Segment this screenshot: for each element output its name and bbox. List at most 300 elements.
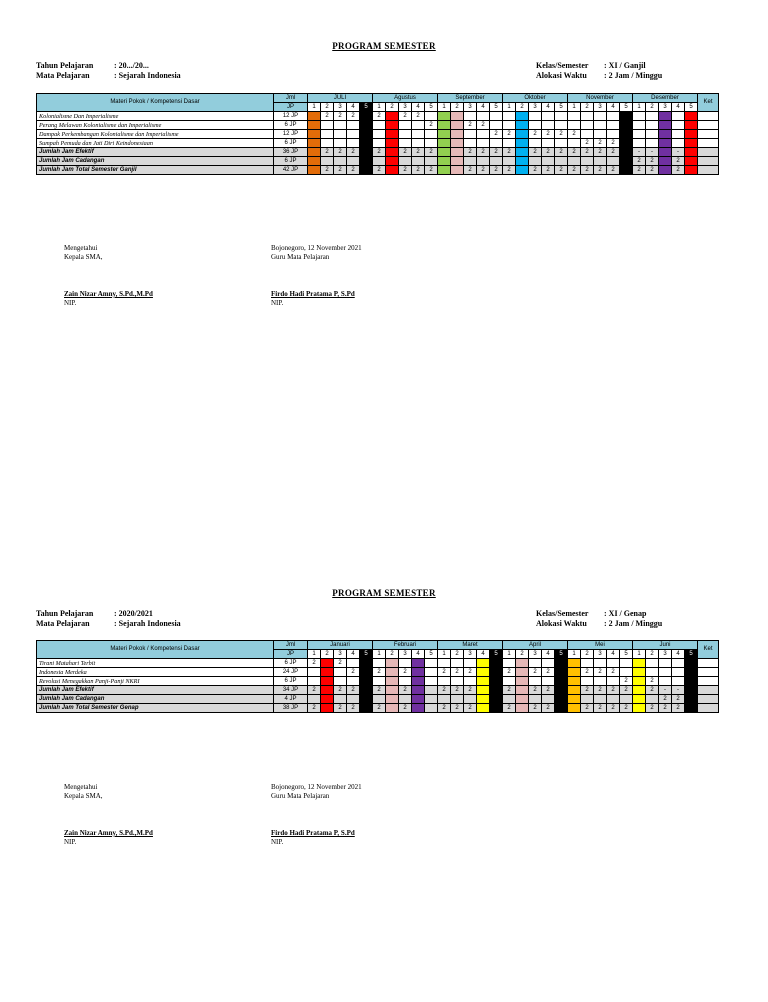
header-week: 5 <box>555 650 568 659</box>
week-cell <box>607 659 620 668</box>
header-row-months <box>37 94 719 103</box>
week-cell <box>646 130 659 139</box>
week-cell <box>516 704 529 713</box>
week-cell <box>646 112 659 121</box>
week-cell: 2 <box>373 686 386 695</box>
week-cell <box>308 166 321 175</box>
header-ket: Ket <box>698 641 719 659</box>
week-cell <box>308 148 321 157</box>
week-cell: - <box>672 686 685 695</box>
week-cell: 2 <box>477 166 490 175</box>
materi-cell: Tirani Matahari Terbit <box>37 659 274 668</box>
week-cell: 2 <box>490 166 503 175</box>
week-cell: 2 <box>568 130 581 139</box>
week-cell: 2 <box>607 668 620 677</box>
week-cell: 2 <box>542 130 555 139</box>
week-cell <box>360 686 373 695</box>
week-cell <box>347 157 360 166</box>
header-week: 4 <box>542 103 555 112</box>
header-week: 5 <box>620 103 633 112</box>
week-cell <box>672 112 685 121</box>
week-cell <box>542 677 555 686</box>
week-cell: 2 <box>503 148 516 157</box>
week-cell: 2 <box>347 668 360 677</box>
week-cell: - <box>633 148 646 157</box>
week-cell <box>568 668 581 677</box>
week-cell <box>334 121 347 130</box>
week-cell <box>516 659 529 668</box>
week-cell <box>399 121 412 130</box>
week-cell: 2 <box>373 704 386 713</box>
week-cell <box>581 157 594 166</box>
week-cell <box>594 695 607 704</box>
week-cell <box>581 130 594 139</box>
week-cell <box>490 677 503 686</box>
week-cell <box>477 157 490 166</box>
week-cell <box>620 139 633 148</box>
week-cell: 2 <box>425 121 438 130</box>
week-cell <box>594 659 607 668</box>
week-cell: 2 <box>321 166 334 175</box>
header-week: 2 <box>451 650 464 659</box>
week-cell: 2 <box>581 166 594 175</box>
week-cell <box>321 677 334 686</box>
mapel-value: : Sejarah Indonesia <box>114 71 181 80</box>
week-cell <box>360 695 373 704</box>
header-week: 3 <box>594 103 607 112</box>
week-cell <box>438 130 451 139</box>
week-cell <box>334 157 347 166</box>
week-cell <box>347 659 360 668</box>
week-cell: 2 <box>464 668 477 677</box>
week-cell: 2 <box>594 686 607 695</box>
week-cell: 2 <box>594 704 607 713</box>
week-cell <box>425 130 438 139</box>
week-cell <box>451 139 464 148</box>
jp-cell: 12 JP <box>274 130 308 139</box>
week-cell <box>425 704 438 713</box>
week-cell <box>334 130 347 139</box>
table-row <box>37 659 719 668</box>
header-jp: JP <box>274 650 308 659</box>
week-cell: 2 <box>399 112 412 121</box>
week-cell <box>490 121 503 130</box>
sig-right-name: Firdo Hadi Pratama P, S.Pd <box>271 829 355 837</box>
week-cell <box>633 659 646 668</box>
week-cell <box>659 668 672 677</box>
signature-right <box>271 244 362 308</box>
week-cell: - <box>672 148 685 157</box>
page-title: PROGRAM SEMESTER <box>332 41 436 51</box>
week-cell <box>308 668 321 677</box>
week-cell <box>568 695 581 704</box>
header-week: 4 <box>347 650 360 659</box>
table-row <box>37 148 719 157</box>
week-cell <box>438 148 451 157</box>
week-cell <box>412 130 425 139</box>
week-cell <box>451 166 464 175</box>
week-cell: 2 <box>633 166 646 175</box>
header-week: 1 <box>308 650 321 659</box>
week-cell: 2 <box>425 148 438 157</box>
header-week: 1 <box>568 103 581 112</box>
header-week: 4 <box>607 103 620 112</box>
week-cell <box>659 677 672 686</box>
week-cell <box>568 112 581 121</box>
sig-left-name: Zain Nizar Amny, S.Pd.,M.Pd <box>64 290 153 298</box>
materi-cell: Kolonialisme Dan Imperialisme <box>37 112 274 121</box>
week-cell <box>386 112 399 121</box>
sig-left-nip: NIP. <box>64 299 77 307</box>
week-cell <box>620 130 633 139</box>
signature-right <box>271 783 362 847</box>
week-cell <box>412 659 425 668</box>
week-cell <box>347 130 360 139</box>
sig-left-name: Zain Nizar Amny, S.Pd.,M.Pd <box>64 829 153 837</box>
week-cell: 2 <box>321 148 334 157</box>
week-cell: 2 <box>672 166 685 175</box>
week-cell <box>594 130 607 139</box>
week-cell <box>646 695 659 704</box>
week-cell <box>646 659 659 668</box>
week-cell: 2 <box>568 148 581 157</box>
week-cell <box>516 112 529 121</box>
header-month: November <box>568 94 633 103</box>
week-cell <box>451 121 464 130</box>
week-cell <box>581 121 594 130</box>
week-cell <box>633 704 646 713</box>
week-cell <box>438 677 451 686</box>
header-week: 2 <box>321 650 334 659</box>
week-cell <box>620 112 633 121</box>
week-cell <box>672 677 685 686</box>
week-cell <box>633 139 646 148</box>
header-week: 5 <box>620 650 633 659</box>
week-cell <box>425 112 438 121</box>
jp-cell: 6 JP <box>274 677 308 686</box>
week-cell: 2 <box>646 157 659 166</box>
week-cell <box>360 668 373 677</box>
week-cell <box>425 686 438 695</box>
week-cell: 2 <box>451 704 464 713</box>
sig-left-line1: Mengetahui <box>64 783 98 791</box>
week-cell <box>633 677 646 686</box>
header-week: 1 <box>503 103 516 112</box>
week-cell <box>516 157 529 166</box>
week-cell <box>659 139 672 148</box>
week-cell <box>581 677 594 686</box>
week-cell <box>438 695 451 704</box>
week-cell: 2 <box>373 148 386 157</box>
week-cell <box>581 112 594 121</box>
week-cell: 2 <box>412 148 425 157</box>
week-cell: 2 <box>477 148 490 157</box>
week-cell <box>503 659 516 668</box>
header-week: 1 <box>438 650 451 659</box>
tahun-label: Tahun Pelajaran <box>36 61 94 70</box>
header-materi: Materi Pokok / Kompetensi Dasar <box>37 94 274 112</box>
week-cell <box>399 677 412 686</box>
week-cell: 2 <box>620 704 633 713</box>
header-week: 1 <box>633 103 646 112</box>
info-left <box>36 61 181 81</box>
week-cell: 2 <box>542 148 555 157</box>
week-cell: 2 <box>503 686 516 695</box>
week-cell: 2 <box>594 166 607 175</box>
week-cell: 2 <box>503 130 516 139</box>
week-cell: 2 <box>581 139 594 148</box>
ket-cell <box>698 157 719 166</box>
week-cell: 2 <box>607 686 620 695</box>
week-cell <box>321 695 334 704</box>
week-cell <box>490 659 503 668</box>
week-cell: 2 <box>529 130 542 139</box>
header-jml: Jml <box>274 641 308 650</box>
table-row <box>37 166 719 175</box>
mapel-label: Mata Pelajaran <box>36 619 90 628</box>
header-week: 2 <box>386 103 399 112</box>
week-cell: 2 <box>581 704 594 713</box>
week-cell <box>321 130 334 139</box>
week-cell <box>516 677 529 686</box>
header-week: 5 <box>685 650 698 659</box>
week-cell <box>399 157 412 166</box>
week-cell <box>581 659 594 668</box>
header-jml: Jml <box>274 94 308 103</box>
week-cell <box>308 677 321 686</box>
header-month: Mei <box>568 641 633 650</box>
week-cell <box>555 157 568 166</box>
week-cell <box>568 677 581 686</box>
week-cell: 2 <box>464 121 477 130</box>
week-cell: 2 <box>503 704 516 713</box>
week-cell <box>607 130 620 139</box>
header-week: 5 <box>490 103 503 112</box>
week-cell: 2 <box>438 686 451 695</box>
week-cell <box>620 157 633 166</box>
week-cell: - <box>646 148 659 157</box>
week-cell <box>659 121 672 130</box>
week-cell <box>633 686 646 695</box>
week-cell <box>321 121 334 130</box>
header-week: 5 <box>360 650 373 659</box>
week-cell: 2 <box>529 686 542 695</box>
materi-cell: Perang Melawan Kolonialisme dan Imperialisme <box>37 121 274 130</box>
week-cell: 2 <box>490 686 503 695</box>
week-cell: 2 <box>607 704 620 713</box>
table-row <box>37 704 719 713</box>
week-cell <box>308 139 321 148</box>
week-cell <box>685 121 698 130</box>
header-week: 4 <box>607 650 620 659</box>
ket-cell <box>698 121 719 130</box>
sig-left-line2: Kepala SMA, <box>64 792 103 800</box>
week-cell <box>308 112 321 121</box>
table-row <box>37 668 719 677</box>
week-cell: 2 <box>542 166 555 175</box>
week-cell <box>347 121 360 130</box>
week-cell <box>386 686 399 695</box>
jp-cell: 6 JP <box>274 659 308 668</box>
week-cell <box>685 157 698 166</box>
week-cell <box>464 659 477 668</box>
week-cell <box>386 157 399 166</box>
week-cell <box>347 139 360 148</box>
header-week: 2 <box>516 103 529 112</box>
header-week: 3 <box>399 650 412 659</box>
week-cell <box>594 121 607 130</box>
week-cell: 2 <box>594 668 607 677</box>
week-cell <box>685 166 698 175</box>
header-week: 5 <box>555 103 568 112</box>
table-row <box>37 686 719 695</box>
week-cell <box>464 130 477 139</box>
week-cell <box>451 148 464 157</box>
week-cell: 2 <box>672 157 685 166</box>
week-cell <box>490 695 503 704</box>
table-row <box>37 130 719 139</box>
week-cell <box>334 695 347 704</box>
week-cell <box>555 677 568 686</box>
schedule-table <box>36 93 719 175</box>
week-cell: 2 <box>347 686 360 695</box>
week-cell <box>555 686 568 695</box>
header-month: Juni <box>633 641 698 650</box>
week-cell <box>633 130 646 139</box>
ket-cell <box>698 130 719 139</box>
week-cell: 2 <box>399 668 412 677</box>
week-cell <box>360 139 373 148</box>
sig-right-name: Firdo Hadi Pratama P, S.Pd <box>271 290 355 298</box>
week-cell <box>451 677 464 686</box>
week-cell <box>477 677 490 686</box>
week-cell <box>594 157 607 166</box>
header-week: 4 <box>347 103 360 112</box>
week-cell: 2 <box>334 166 347 175</box>
week-cell <box>308 695 321 704</box>
week-cell <box>451 130 464 139</box>
week-cell: 2 <box>646 166 659 175</box>
header-week: 1 <box>373 650 386 659</box>
week-cell <box>373 121 386 130</box>
week-cell: 2 <box>529 166 542 175</box>
week-cell <box>516 121 529 130</box>
week-cell: 2 <box>334 148 347 157</box>
jp-cell: 38 JP <box>274 704 308 713</box>
header-week: 1 <box>568 650 581 659</box>
week-cell <box>438 166 451 175</box>
week-cell <box>529 121 542 130</box>
sig-left-line1: Mengetahui <box>64 244 98 252</box>
week-cell <box>503 695 516 704</box>
materi-cell: Jumlah Jam Total Semester Genap <box>37 704 274 713</box>
page-title: PROGRAM SEMESTER <box>332 588 436 598</box>
week-cell: 2 <box>464 148 477 157</box>
week-cell <box>477 130 490 139</box>
week-cell: 2 <box>321 112 334 121</box>
week-cell <box>672 130 685 139</box>
week-cell: 2 <box>555 130 568 139</box>
header-week: 4 <box>477 650 490 659</box>
header-jp: JP <box>274 103 308 112</box>
table-row <box>37 121 719 130</box>
kelas-label: Kelas/Semester <box>536 609 589 618</box>
kelas-value: : XI / Ganjil <box>604 61 646 70</box>
week-cell <box>516 139 529 148</box>
materi-cell: Jumlah Jam Efektif <box>37 686 274 695</box>
week-cell <box>529 677 542 686</box>
week-cell <box>568 704 581 713</box>
header-week: 3 <box>334 650 347 659</box>
week-cell <box>360 677 373 686</box>
week-cell <box>386 659 399 668</box>
week-cell: 2 <box>425 166 438 175</box>
week-cell <box>360 112 373 121</box>
week-cell <box>633 121 646 130</box>
week-cell: 2 <box>620 686 633 695</box>
sig-right-nip: NIP. <box>271 299 284 307</box>
week-cell <box>438 121 451 130</box>
materi-cell: Jumlah Jam Cadangan <box>37 695 274 704</box>
week-cell <box>464 112 477 121</box>
week-cell <box>386 166 399 175</box>
week-cell: 2 <box>334 704 347 713</box>
week-cell <box>386 677 399 686</box>
header-week: 3 <box>659 650 672 659</box>
materi-cell: Sumpah Pemuda dan Jati Diri Keindonesiaan <box>37 139 274 148</box>
jp-cell: 36 JP <box>274 148 308 157</box>
week-cell <box>360 704 373 713</box>
week-cell <box>425 139 438 148</box>
week-cell <box>503 121 516 130</box>
week-cell <box>555 112 568 121</box>
week-cell <box>503 677 516 686</box>
week-cell <box>685 659 698 668</box>
header-week: 3 <box>529 650 542 659</box>
week-cell <box>464 157 477 166</box>
week-cell <box>386 668 399 677</box>
week-cell: 2 <box>347 166 360 175</box>
week-cell: 2 <box>373 112 386 121</box>
week-cell: 2 <box>594 148 607 157</box>
week-cell <box>685 704 698 713</box>
sig-right-nip: NIP. <box>271 838 284 846</box>
table-row <box>37 677 719 686</box>
jp-cell: 6 JP <box>274 157 308 166</box>
week-cell <box>646 139 659 148</box>
week-cell <box>633 695 646 704</box>
week-cell: 2 <box>347 148 360 157</box>
week-cell <box>555 668 568 677</box>
week-cell: 2 <box>490 148 503 157</box>
week-cell: 2 <box>451 668 464 677</box>
week-cell: 2 <box>308 704 321 713</box>
header-week: 2 <box>581 650 594 659</box>
signature-left <box>64 783 153 847</box>
week-cell <box>542 157 555 166</box>
week-cell <box>555 139 568 148</box>
week-cell <box>529 659 542 668</box>
header-week: 1 <box>438 103 451 112</box>
week-cell <box>659 130 672 139</box>
week-cell: 2 <box>308 659 321 668</box>
week-cell <box>633 112 646 121</box>
sig-right-line1: Bojonegoro, 12 November 2021 <box>271 244 362 252</box>
alokasi-value: : 2 Jam / Minggu <box>604 71 663 80</box>
week-cell: 2 <box>399 166 412 175</box>
week-cell <box>321 686 334 695</box>
materi-cell: Jumlah Jam Total Semester Ganjil <box>37 166 274 175</box>
